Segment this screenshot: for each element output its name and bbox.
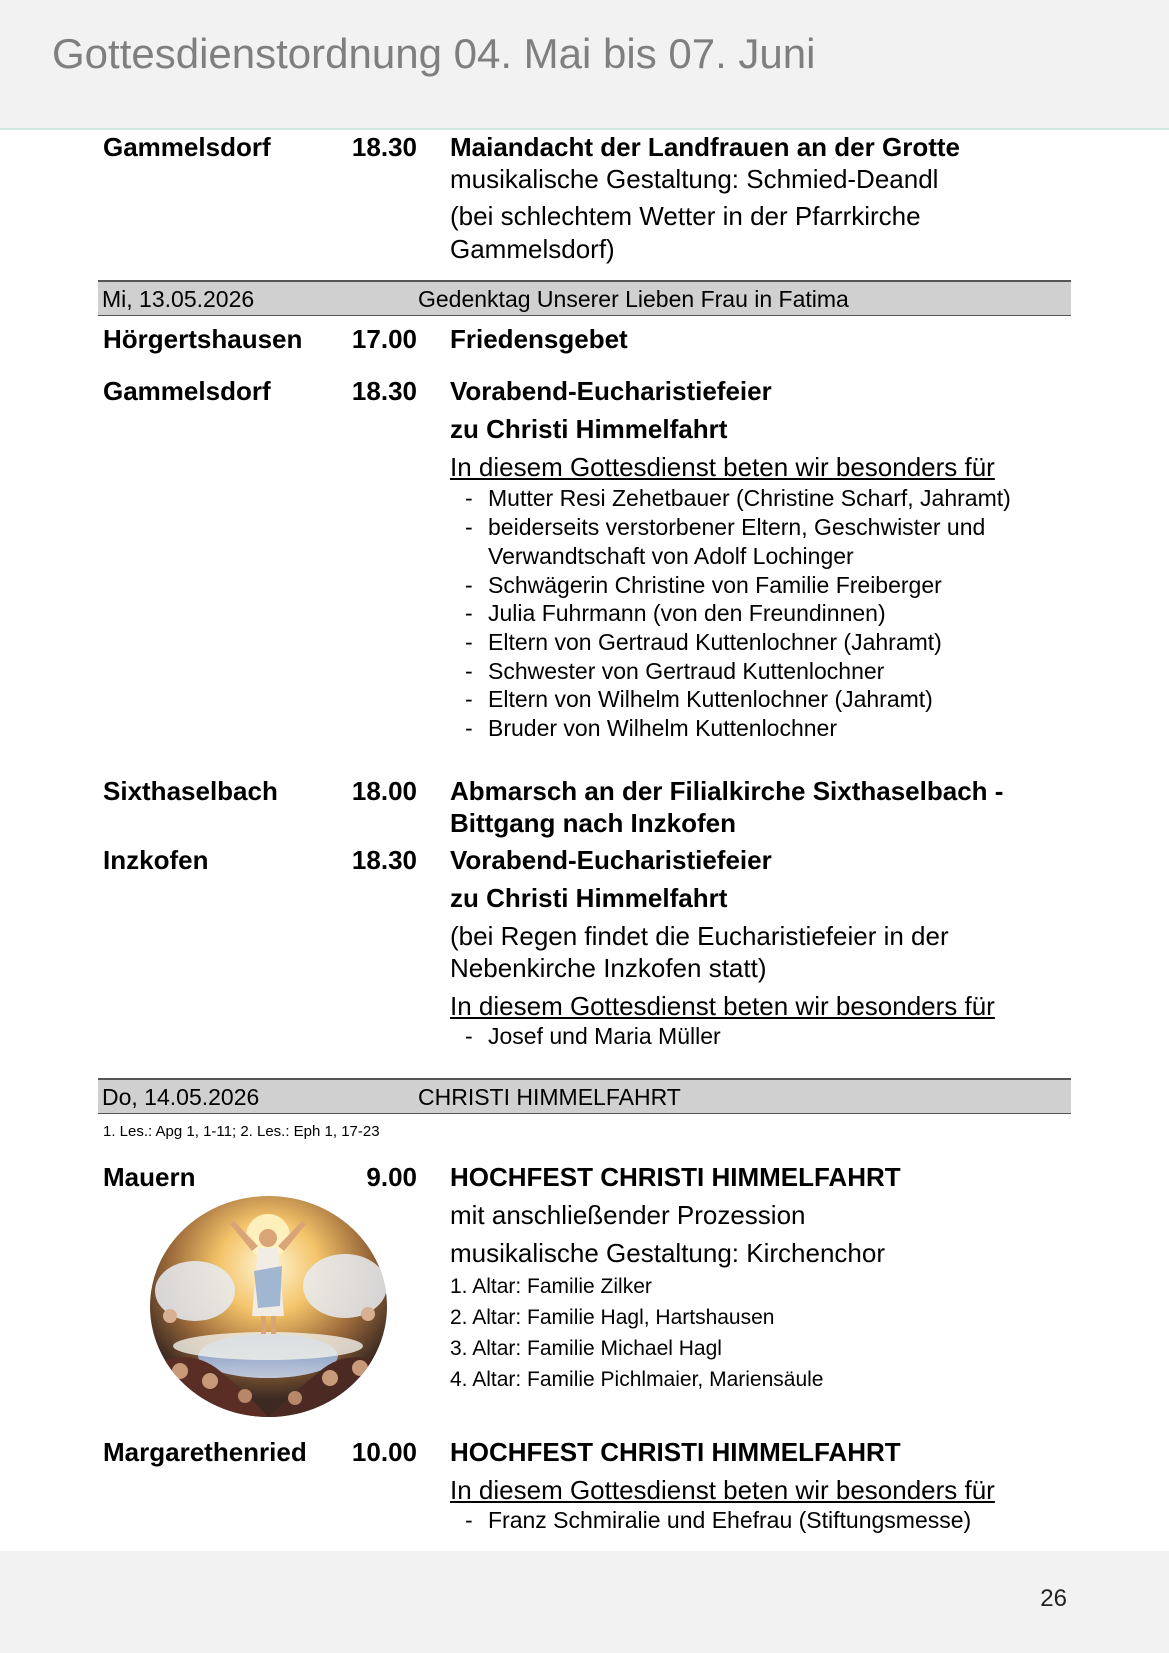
event-time: 10.00 — [351, 1437, 417, 1467]
event-time: 17.00 — [351, 324, 417, 354]
event-line: musikalische Gestaltung: Kirchenchor — [450, 1238, 885, 1268]
altar-item: 2. Altar: Familie Hagl, Hartshausen — [450, 1306, 775, 1329]
day-feast: Gedenktag Unserer Lieben Frau in Fatima — [418, 286, 849, 312]
event-time: 18.30 — [351, 132, 417, 162]
event-place: Gammelsdorf — [103, 376, 271, 406]
bullet: - — [465, 514, 473, 540]
page-footer — [0, 1551, 1169, 1653]
prayer-intro: In diesem Gottesdienst beten wir besonders für — [450, 452, 995, 482]
event-title: Bittgang nach Inzkofen — [450, 808, 736, 838]
day-date: Do, 14.05.2026 — [102, 1084, 260, 1110]
day-header — [98, 1078, 1071, 1114]
event-title: Friedensgebet — [450, 324, 628, 354]
intention-item: Bruder von Wilhelm Kuttenlochner — [488, 715, 837, 741]
event-line: mit anschließender Prozession — [450, 1200, 806, 1230]
intention-item: Eltern von Wilhelm Kuttenlochner (Jahramt) — [488, 686, 933, 712]
intention-item: beiderseits verstorbener Eltern, Geschwister und — [488, 514, 986, 540]
altar-item: 3. Altar: Familie Michael Hagl — [450, 1337, 722, 1360]
event-title: Vorabend-Eucharistiefeier — [450, 845, 772, 875]
intention-item: Eltern von Gertraud Kuttenlochner (Jahramt) — [488, 629, 942, 655]
bullet: - — [465, 658, 473, 684]
intention-item: Josef und Maria Müller — [488, 1023, 721, 1049]
intention-item: Verwandtschaft von Adolf Lochinger — [488, 543, 854, 569]
altar-item: 1. Altar: Familie Zilker — [450, 1275, 652, 1298]
event-title: Vorabend-Eucharistiefeier — [450, 376, 772, 406]
bullet: - — [465, 686, 473, 712]
intention-item: Mutter Resi Zehetbauer (Christine Scharf, Jahramt) — [488, 485, 1011, 511]
ascension-illustration — [150, 1196, 387, 1417]
event-place: Sixthaselbach — [103, 776, 278, 806]
bullet: - — [465, 485, 473, 511]
prayer-intro: In diesem Gottesdienst beten wir besonders für — [450, 991, 995, 1021]
event-place: Mauern — [103, 1162, 196, 1192]
readings: 1. Les.: Apg 1, 1-11; 2. Les.: Eph 1, 17-23 — [103, 1123, 380, 1140]
event-title: zu Christi Himmelfahrt — [450, 414, 728, 444]
event-title: HOCHFEST CHRISTI HIMMELFAHRT — [450, 1162, 901, 1192]
altar-item: 4. Altar: Familie Pichlmaier, Mariensäule — [450, 1368, 824, 1391]
intention-item: Franz Schmiralie und Ehefrau (Stiftungsmesse) — [488, 1507, 972, 1533]
event-line: (bei schlechtem Wetter in der Pfarrkirche — [450, 201, 921, 231]
bullet: - — [465, 715, 473, 741]
event-line: Gammelsdorf) — [450, 234, 615, 264]
event-time: 18.30 — [351, 376, 417, 406]
page-number: 26 — [1040, 1585, 1067, 1612]
bullet: - — [465, 629, 473, 655]
page-title: Gottesdienstordnung 04. Mai bis 07. Juni — [52, 30, 816, 77]
page-header — [0, 0, 1169, 130]
intention-item: Julia Fuhrmann (von den Freundinnen) — [488, 600, 886, 626]
event-line: musikalische Gestaltung: Schmied-Deandl — [450, 164, 939, 194]
event-title: HOCHFEST CHRISTI HIMMELFAHRT — [450, 1437, 901, 1467]
day-header — [98, 280, 1071, 316]
event-line: (bei Regen findet die Eucharistiefeier in der — [450, 921, 949, 951]
event-time: 9.00 — [366, 1162, 417, 1192]
event-line: Nebenkirche Inzkofen statt) — [450, 953, 767, 983]
event-place: Inzkofen — [103, 845, 209, 875]
intention-item: Schwägerin Christine von Familie Freiberger — [488, 572, 942, 598]
bullet: - — [465, 572, 473, 598]
event-place: Margarethenried — [103, 1437, 307, 1467]
event-time: 18.30 — [351, 845, 417, 875]
event-title: Maiandacht der Landfrauen an der Grotte — [450, 132, 960, 162]
event-title: zu Christi Himmelfahrt — [450, 883, 728, 913]
bullet: - — [465, 1023, 473, 1049]
bullet: - — [465, 1507, 473, 1533]
day-date: Mi, 13.05.2026 — [102, 286, 255, 312]
event-time: 18.00 — [351, 776, 417, 806]
prayer-intro: In diesem Gottesdienst beten wir besonders für — [450, 1475, 995, 1505]
day-feast: CHRISTI HIMMELFAHRT — [418, 1084, 681, 1110]
intention-item: Schwester von Gertraud Kuttenlochner — [488, 658, 885, 684]
event-place: Gammelsdorf — [103, 132, 271, 162]
event-place: Hörgertshausen — [103, 324, 303, 354]
bullet: - — [465, 600, 473, 626]
event-title: Abmarsch an der Filialkirche Sixthaselbach - — [450, 776, 1004, 806]
